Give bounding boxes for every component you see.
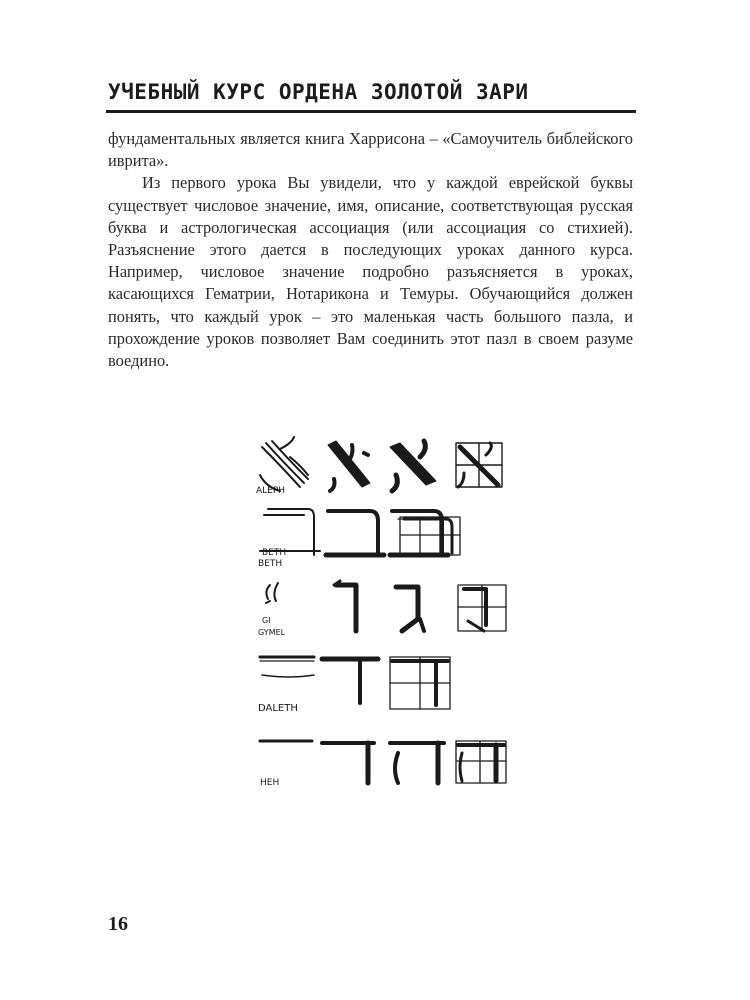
daleth-brush-1 [322, 659, 378, 703]
heh-row [260, 741, 506, 788]
aleph-brush-2 [390, 441, 436, 491]
aleph-row [256, 437, 502, 496]
daleth-label: DALETH [258, 703, 298, 714]
daleth-grid [390, 657, 450, 709]
beth-brush-1 [326, 511, 384, 555]
heh-brush-2 [390, 743, 444, 783]
heh-grid [456, 741, 506, 783]
header-rule [106, 110, 636, 113]
gymel-grid [458, 585, 506, 631]
aleph-brush-1 [328, 441, 370, 491]
aleph-grid [456, 443, 502, 487]
paragraph-2: Из первого урока Вы увидели, что у каждой еврейской буквы существует числовое значение, имя, описание, соответствующая русская буква и астрологическая ассоциация (или ассоциация со стихией). Разъяснение этого дается в последующих уроках данного курса. Например, числовое значение подробно разъясняется в уроках, касающихся Гематрии, Нотарикона и Темуры. Обучающийся должен понять, что каждый урок – это маленькая часть большого пазла, и прохождение уроков позволяет Вам соединить этот пазл в своем разуме воедино. [108, 173, 633, 371]
daleth-sketch [260, 657, 314, 677]
gymel-sketch [266, 583, 278, 603]
gymel-row [258, 581, 506, 637]
beth-grid [400, 517, 460, 555]
gymel-label: GYMEL [258, 628, 286, 637]
paragraph-1: фундаментальных является книга Харрисона – «Самоучитель библейского иврита». [108, 129, 633, 171]
heh-label: HEH [260, 778, 280, 788]
aleph-label: ALEPH [256, 486, 286, 496]
beth-label: BETH [258, 559, 283, 569]
beth-row [258, 509, 460, 569]
body-text [108, 128, 633, 372]
page-number: 16 [108, 913, 128, 935]
hebrew-letter-figure [250, 435, 530, 800]
gymel-brush-2 [396, 587, 424, 631]
heh-brush-1 [322, 743, 374, 783]
running-header: УЧЕБНЫЙ КУРС ОРДЕНА ЗОЛОТОЙ ЗАРИ [108, 80, 529, 104]
aleph-stroke-sketch [260, 437, 308, 491]
beth-sublabel: BETH [262, 548, 287, 558]
daleth-row [258, 657, 450, 714]
gymel-sublabel: GI [262, 616, 271, 625]
gymel-brush-1 [334, 581, 356, 631]
